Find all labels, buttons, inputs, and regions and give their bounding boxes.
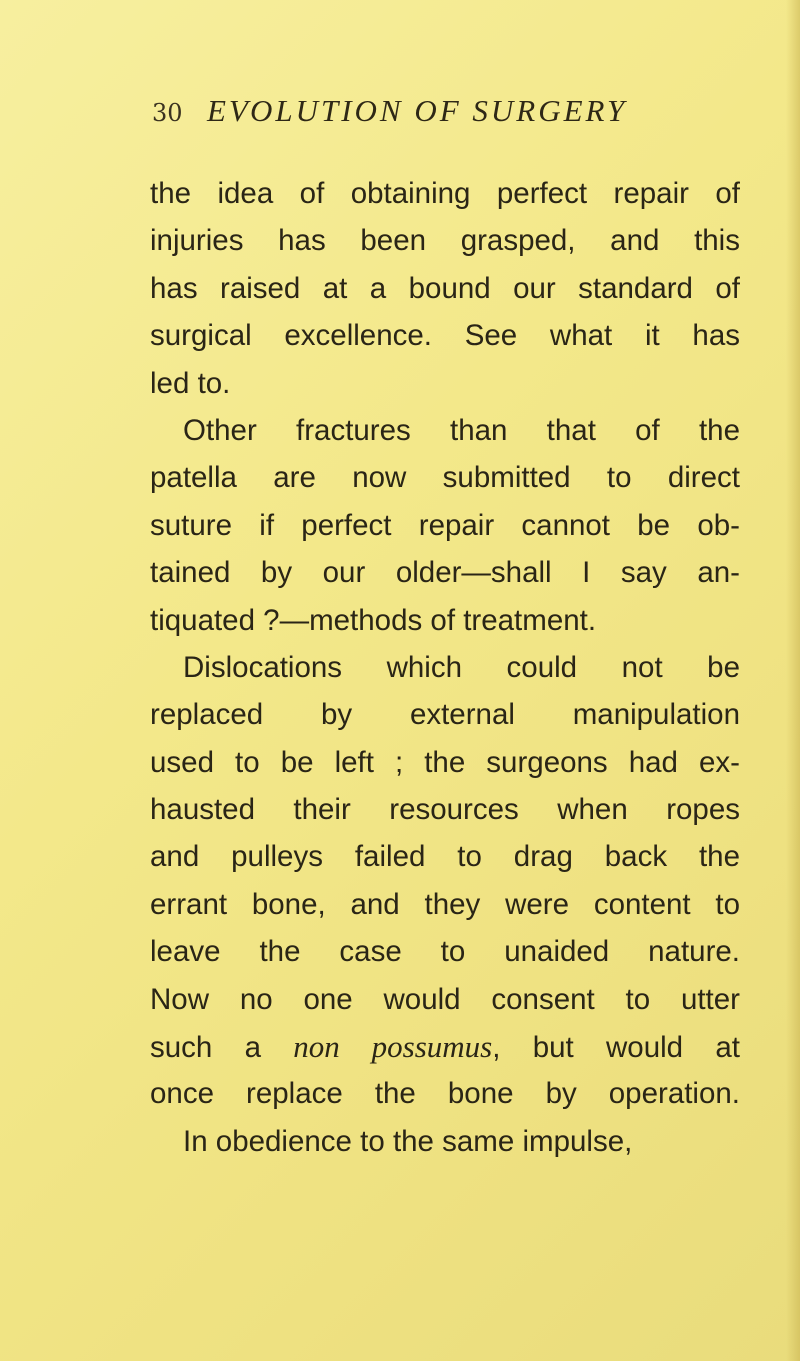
text-line: In obedience to the same impulse,	[183, 1124, 633, 1158]
text-line: has raised at a bound our standard of	[150, 271, 740, 305]
text-line-italic-phrase	[150, 1023, 740, 1070]
text-line: the idea of obtaining perfect repair of	[150, 177, 740, 210]
text-line: and pulleys failed to drag back the	[150, 840, 740, 874]
text-line: hausted their resources when ropes	[150, 793, 740, 827]
italic-phrase: non possumus	[293, 1029, 493, 1065]
text-line: leave the case to unaided nature.	[150, 935, 740, 969]
text-line: suture if perfect repair cannot be ob-	[150, 508, 740, 542]
text-line: tained by our older—shall I say an-	[150, 556, 740, 590]
text-fragment: , but would at	[492, 1031, 740, 1065]
text-line: once replace the bone by operation.	[150, 1077, 740, 1111]
text-line: surgical excellence. See what it has	[150, 319, 740, 353]
page-header	[152, 93, 752, 133]
text-line: tiquated ?—methods of treatment.	[150, 603, 597, 637]
text-line: used to be left ; the surgeons had ex-	[150, 745, 740, 779]
text-fragment: such a	[150, 1031, 294, 1065]
text-line: injuries has been grasped, and this	[150, 224, 740, 258]
body-text	[150, 170, 740, 1165]
text-line: Dislocations which could not be	[183, 650, 740, 684]
text-line: led to.	[150, 366, 231, 400]
text-line: Other fractures than that of the	[183, 413, 740, 447]
text-line: Now no one would consent to utter	[150, 982, 740, 1016]
text-line: patella are now submitted to direct	[150, 461, 740, 495]
page-edge-shadow	[786, 0, 800, 1361]
running-head: EVOLUTION OF SURGERY	[207, 93, 628, 128]
page-number: 30	[152, 99, 183, 127]
text-line: replaced by external manipulation	[150, 698, 740, 732]
text-line: errant bone, and they were content to	[150, 887, 740, 921]
